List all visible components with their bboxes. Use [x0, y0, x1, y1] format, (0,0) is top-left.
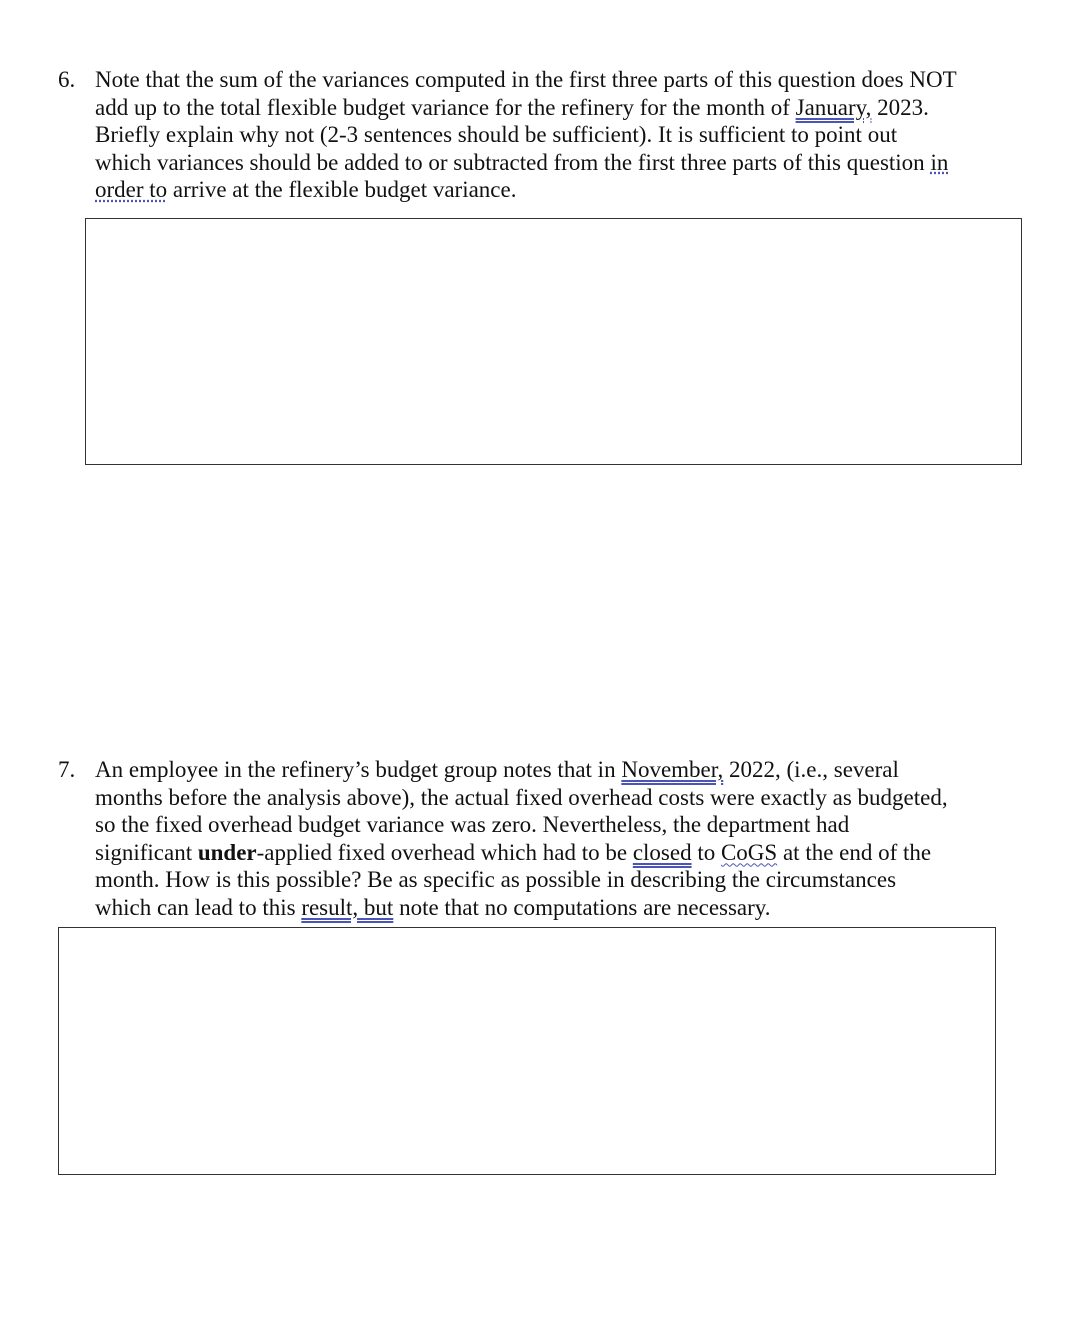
q7-line-3-text: so the fixed overhead budget variance was zero. Nevertheless, the department had	[95, 812, 850, 837]
question-6-answer-box[interactable]	[85, 218, 1022, 465]
question-6-line-1	[95, 66, 957, 94]
q7-grammar-flag-result-but[interactable]: result, but	[301, 894, 394, 920]
question-6-text	[95, 66, 957, 204]
question-6-line-5	[95, 176, 957, 204]
q7-line-5-text: month. How is this possible? Be as specific as possible in describing the circumstances	[95, 867, 897, 892]
q6-grammar-flag-january[interactable]: January,	[795, 94, 872, 120]
question-7	[58, 756, 1038, 926]
q7-line-6-text-a: which can lead to this	[95, 894, 302, 920]
question-6-line-2	[95, 94, 957, 122]
q7-line-4-text-e: to	[691, 839, 721, 865]
q6-line-2-text-c: 2023.	[871, 94, 929, 120]
question-7-line-4	[95, 839, 948, 867]
question-6	[58, 66, 1038, 206]
q6-style-flag-order-to[interactable]: order to	[95, 177, 168, 202]
q6-line-3-text: Briefly explain why not (2-3 sentences should be sufficient). It is sufficient to point out	[95, 122, 898, 147]
q7-line-1-text-c: 2022, (i.e., several	[723, 757, 899, 782]
question-7-line-2	[95, 784, 948, 812]
question-7-line-5	[95, 866, 948, 894]
question-6-line-3	[95, 121, 957, 149]
question-6-number: 6.	[58, 67, 76, 92]
question-7-text	[95, 756, 948, 921]
question-7-line-6	[95, 894, 948, 922]
q6-line-5-text-b: arrive at the flexible budget variance.	[167, 177, 517, 202]
q7-line-2-text: months before the analysis above), the actual fixed overhead costs were exactly as budgeted,	[95, 784, 948, 810]
q7-grammar-flag-closed[interactable]: closed	[632, 839, 692, 865]
q7-line-4-text-g: at the end of the	[777, 839, 932, 865]
q6-line-4-text-a: which variances should be added to or subtracted from the first three parts of this question	[95, 149, 931, 175]
q7-grammar-flag-november[interactable]: November,	[621, 757, 724, 782]
q7-line-6-text-c: note that no computations are necessary.	[393, 894, 771, 920]
q6-line-2-text-a: add up to the total flexible budget variance for the refinery for the month of	[95, 94, 796, 120]
question-6-line-4	[95, 149, 957, 177]
question-7-answer-box[interactable]	[58, 927, 996, 1175]
q7-line-4-text-c: -applied fixed overhead which had to be	[256, 839, 633, 865]
q7-line-1-text-a: An employee in the refinery’s budget group notes that in	[95, 757, 622, 782]
q7-spelling-flag-cogs[interactable]: CoGS	[720, 839, 778, 865]
question-7-line-3	[95, 811, 948, 839]
question-7-number: 7.	[58, 757, 76, 782]
q6-line-1-text: Note that the sum of the variances computed in the first three parts of this question does NOT	[95, 67, 957, 92]
q7-line-4-text-a: significant	[95, 839, 198, 865]
question-7-line-1	[95, 756, 948, 784]
q6-style-flag-in[interactable]: in	[930, 149, 949, 175]
q7-bold-under: under	[197, 839, 257, 865]
